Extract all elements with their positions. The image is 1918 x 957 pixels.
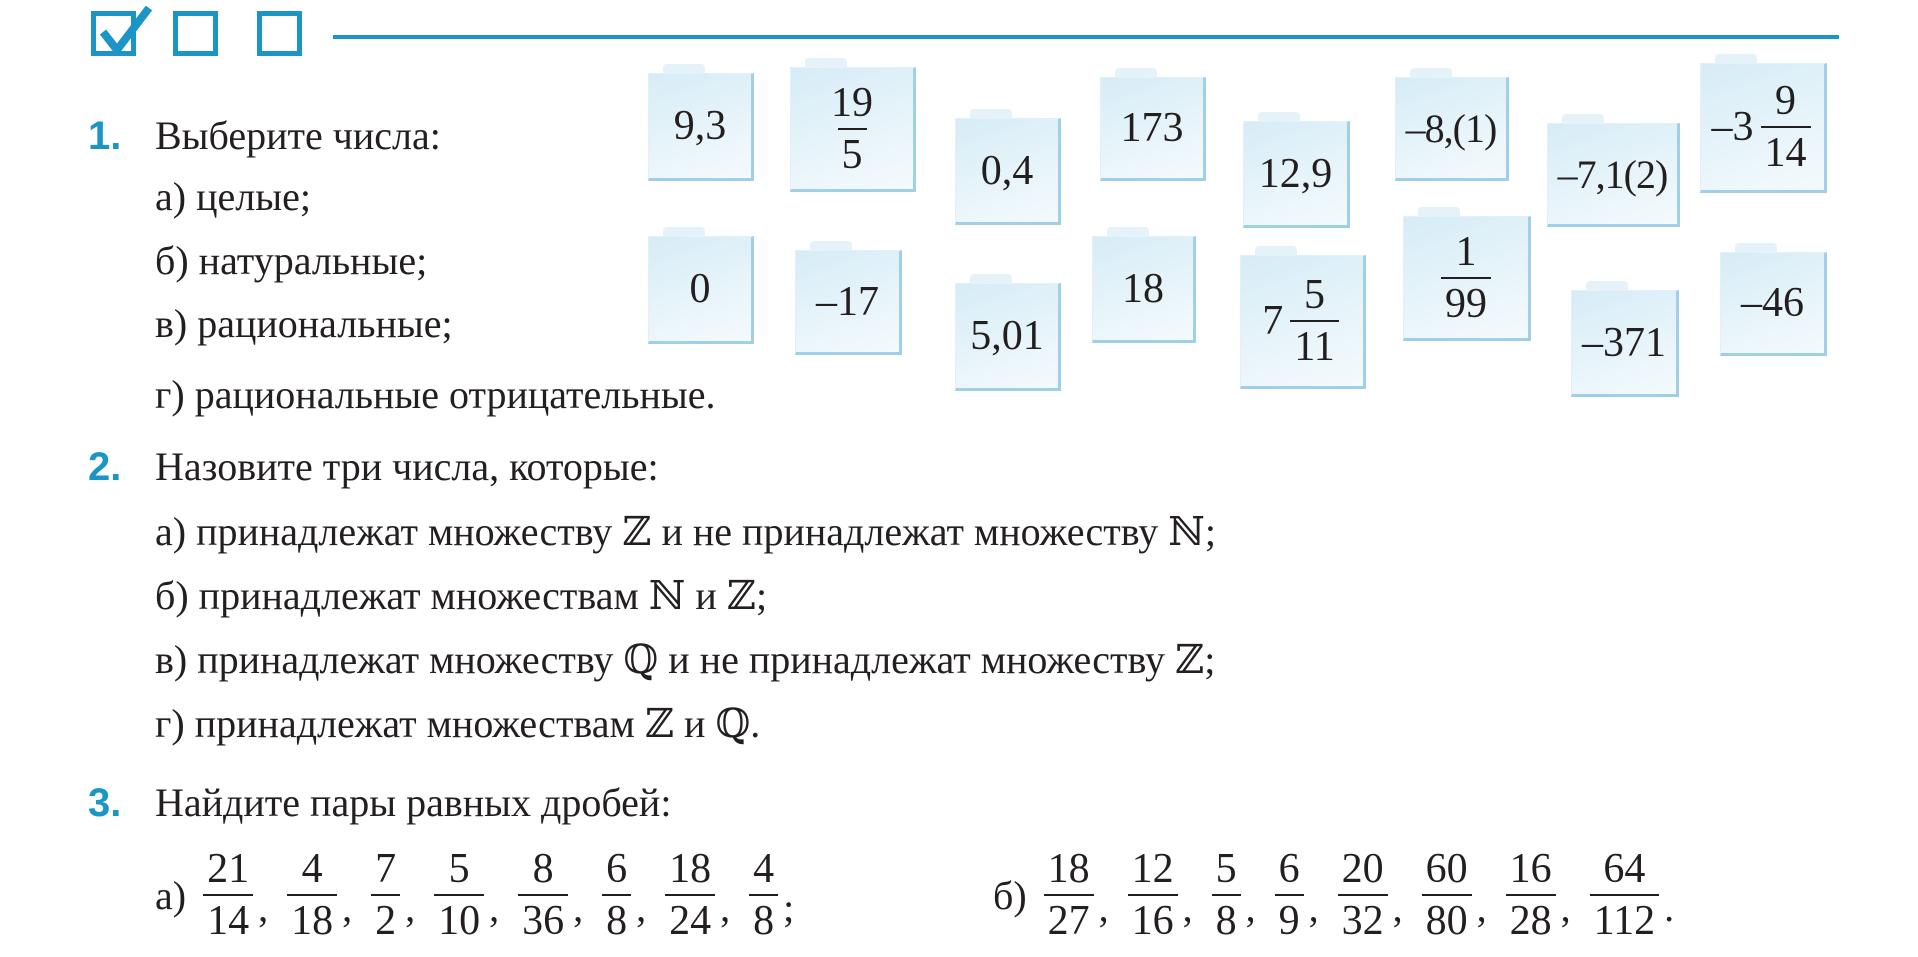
fraction-denominator: 16 <box>1128 894 1178 942</box>
separator: , <box>573 885 584 930</box>
fraction <box>200 848 256 942</box>
separator: , <box>1098 885 1109 930</box>
number-card <box>1547 123 1680 227</box>
fraction-denominator: 8 <box>1212 894 1241 942</box>
number-card <box>795 250 902 355</box>
task-title: Найдите пары равных дробей: <box>155 780 672 825</box>
number-card <box>955 118 1061 225</box>
number-card <box>1240 255 1366 389</box>
card-value: 173 <box>1120 105 1184 151</box>
number-card <box>1700 63 1827 193</box>
fraction-denominator: 9 <box>1275 894 1304 942</box>
separator: , <box>342 885 353 930</box>
fraction <box>1335 848 1391 942</box>
number-card <box>1243 121 1350 228</box>
fraction-denominator: 18 <box>287 894 337 942</box>
separator: , <box>1182 885 1193 930</box>
fraction <box>1041 848 1097 942</box>
task-number: 2. <box>88 445 122 489</box>
fraction-denominator: 112 <box>1590 894 1659 942</box>
number-card <box>790 67 916 192</box>
fraction-denominator: 5 <box>838 128 867 176</box>
fraction-numerator: 6 <box>1278 846 1300 892</box>
fraction <box>1587 848 1662 942</box>
fraction <box>368 848 403 942</box>
task-title: Выберите числа: <box>155 113 441 158</box>
card-value: 18 <box>1122 265 1164 312</box>
fraction-numerator: 60 <box>1425 846 1468 892</box>
separator: , <box>1392 885 1403 930</box>
fraction-denominator: 80 <box>1422 894 1472 942</box>
checkbox-empty[interactable] <box>173 11 218 56</box>
fraction-denominator: 99 <box>1441 277 1491 325</box>
card-fraction <box>824 79 880 178</box>
mixed-whole: 7 <box>1262 298 1284 344</box>
fraction <box>431 848 487 942</box>
separator: , <box>720 885 731 930</box>
separator: . <box>1664 885 1675 930</box>
number-card <box>1403 216 1531 341</box>
separator: , <box>489 885 500 930</box>
number-card <box>955 283 1061 391</box>
number-card <box>1571 290 1679 397</box>
number-card <box>1720 252 1827 356</box>
number-card <box>1100 77 1206 181</box>
separator: , <box>258 885 269 930</box>
card-value: 0 <box>689 266 711 312</box>
fraction-numerator: 21 <box>207 846 250 892</box>
fraction-denominator: 14 <box>1761 126 1811 174</box>
task-item: в) принадлежат множеству ℚ и не принадлежат множеству ℤ; <box>155 637 1216 682</box>
fraction <box>515 848 571 942</box>
fraction-denominator: 28 <box>1506 894 1556 942</box>
fraction-numerator: 12 <box>1131 846 1174 892</box>
task-item: г) рациональные отрицательные. <box>155 372 716 417</box>
separator: , <box>1476 885 1487 930</box>
separator: , <box>1308 885 1319 930</box>
card-value: 5,01 <box>970 313 1044 359</box>
fraction-numerator: 20 <box>1341 846 1384 892</box>
part-label: б) <box>993 872 1027 918</box>
fraction-numerator: 64 <box>1603 846 1646 892</box>
separator: , <box>636 885 647 930</box>
separator: ; <box>783 885 795 930</box>
fraction-denominator: 11 <box>1290 320 1338 368</box>
fraction-numerator: 7 <box>375 846 397 892</box>
card-value: –7,1(2) <box>1557 151 1668 197</box>
fraction-list-a <box>155 845 810 945</box>
fraction-numerator: 5 <box>1215 846 1237 892</box>
task-item: б) натуральные; <box>155 238 428 283</box>
task-item: г) принадлежат множествам ℤ и ℚ. <box>155 701 761 746</box>
separator: , <box>405 885 416 930</box>
fraction-denominator: 32 <box>1338 894 1388 942</box>
fraction-numerator: 16 <box>1509 846 1552 892</box>
fraction-numerator: 8 <box>532 846 554 892</box>
mixed-whole: –3 <box>1711 104 1754 150</box>
checkbox-checked[interactable] <box>91 11 136 56</box>
fraction-denominator: 27 <box>1044 894 1094 942</box>
card-fraction <box>1438 228 1494 327</box>
number-card <box>1092 236 1196 343</box>
task-item: в) рациональные; <box>155 301 453 346</box>
fraction-denominator: 2 <box>371 894 400 942</box>
fraction-numerator: 5 <box>1303 272 1325 318</box>
fraction-denominator: 36 <box>518 894 568 942</box>
fraction-numerator: 18 <box>669 846 712 892</box>
fraction-list-b <box>993 845 1690 945</box>
card-value: –46 <box>1741 280 1804 326</box>
fraction-denominator: 24 <box>665 894 715 942</box>
task-item: а) принадлежат множеству ℤ и не принадлежат множеству ℕ; <box>155 509 1216 554</box>
fraction-numerator: 19 <box>831 79 873 126</box>
fraction-numerator: 6 <box>606 846 628 892</box>
card-fraction <box>1758 80 1814 174</box>
task-title: Назовите три числа, которые: <box>155 444 659 489</box>
card-value: –8,(1) <box>1405 105 1497 151</box>
fraction <box>1209 848 1244 942</box>
fraction-denominator: 8 <box>602 894 631 942</box>
fraction-denominator: 10 <box>434 894 484 942</box>
card-value: 12,9 <box>1258 150 1333 197</box>
fraction <box>746 848 781 942</box>
fraction-numerator: 4 <box>301 846 323 892</box>
number-card <box>1395 77 1509 181</box>
card-value: –371 <box>1582 319 1666 366</box>
task-number: 1. <box>88 114 122 158</box>
checkmark-icon <box>93 2 163 68</box>
fraction <box>1272 848 1307 942</box>
fraction-numerator: 9 <box>1775 78 1796 124</box>
part-label: а) <box>155 872 187 918</box>
fraction-numerator: 1 <box>1455 228 1477 275</box>
fraction-numerator: 18 <box>1047 846 1090 892</box>
task-item: а) целые; <box>155 174 311 219</box>
fraction-denominator: 8 <box>749 894 778 942</box>
number-card <box>648 236 754 344</box>
checkbox-empty[interactable] <box>257 11 302 56</box>
header-rule <box>333 35 1839 39</box>
task-number: 3. <box>88 781 122 825</box>
fraction <box>599 848 634 942</box>
task-item: б) принадлежат множествам ℕ и ℤ; <box>155 573 768 618</box>
number-card <box>648 73 754 181</box>
separator: , <box>1560 885 1571 930</box>
fraction-denominator: 14 <box>203 894 253 942</box>
card-value: 0,4 <box>980 147 1034 194</box>
fraction <box>1503 848 1559 942</box>
card-value: –17 <box>816 278 879 325</box>
fraction-numerator: 4 <box>753 846 775 892</box>
fraction <box>1419 848 1475 942</box>
card-value: 9,3 <box>673 103 727 149</box>
fraction <box>284 848 340 942</box>
fraction <box>1125 848 1181 942</box>
card-fraction <box>1287 274 1341 368</box>
fraction <box>662 848 718 942</box>
fraction-numerator: 5 <box>448 846 470 892</box>
separator: , <box>1245 885 1256 930</box>
